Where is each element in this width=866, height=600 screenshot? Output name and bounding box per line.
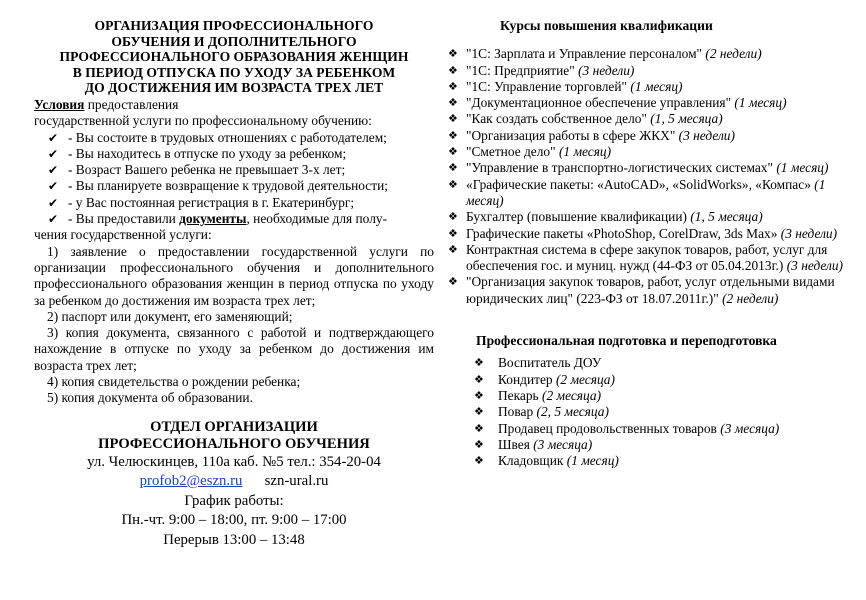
department-title: ПРОФЕССИОНАЛЬНОГО ОБУЧЕНИЯ [98,435,370,452]
item-duration: (2 месяца) [542,387,602,403]
course-item [448,209,844,225]
item-duration: (2 месяца) [555,371,615,387]
page-title [34,18,434,96]
item-name: "Управление в транспортно-логистических системах" [466,160,773,176]
item-duration: (3 недели) [780,225,838,241]
schedule-title: График работы: [184,492,284,509]
item-duration: (3 месяца) [720,420,780,436]
diamond-bullet-icon: ❖ [474,455,484,468]
department-title: ОТДЕЛ ОРГАНИЗАЦИИ [150,418,318,435]
item-duration: (3 месяца) [533,436,593,452]
documents-word: документы [179,211,247,227]
list-item [34,146,434,162]
department-contacts [34,419,434,551]
diamond-bullet-icon: ❖ [448,227,458,240]
break-text: Перерыв 13:00 – 13:48 [163,531,305,548]
item-name: "1С: Управление торговлей" [466,78,627,94]
professional-training-list [448,355,844,469]
diamond-bullet-icon: ❖ [448,129,458,142]
item-name: Графические пакеты «PhotoShop, CorelDraw, 3ds Max» [466,225,778,241]
item-name: Бухгалтер (повышение квалификации) [466,209,687,225]
profession-item [448,372,844,388]
list-item [34,130,434,146]
item-duration: (1 месяц) [466,176,826,208]
diamond-bullet-icon: ❖ [448,162,458,175]
list-item-text: - Вы находитесь в отпуске по уходу за ребенком; [68,145,347,161]
right-column [448,18,844,469]
course-item [448,95,844,111]
conditions-text: государственной услуги по профессиональному обучению: [34,113,372,129]
course-item [448,128,844,144]
course-item [448,160,844,176]
profession-item [448,437,844,453]
diamond-bullet-icon: ❖ [448,97,458,110]
list-item [34,162,434,178]
item-name: Швея [498,436,530,452]
checkmark-icon: ✔ [48,146,59,161]
item-duration: (1, 5 месяца) [690,209,763,225]
conditions-text: предоставления [84,96,179,112]
item-name: Продавец продовольственных товаров [498,420,717,436]
diamond-bullet-icon: ❖ [448,211,458,224]
contact-links [34,472,434,492]
item-name: "Организация закупок товаров, работ, услуг отдельными видами юридических лиц" (223-ФЗ от 18.07.2011г.)" [466,274,835,306]
course-item [448,79,844,95]
course-item [448,226,844,242]
item-name: "Сметное дело" [466,144,556,160]
item-name: "Как создать собственное дело" [466,111,647,127]
item-name: "Организация работы в сфере ЖКХ" [466,127,676,143]
list-item-text: - Вы планируете возвращение к трудовой деятельности; [68,178,388,194]
diamond-bullet-icon: ❖ [474,357,484,370]
item-name: Пекарь [498,387,539,403]
profession-item [448,404,844,420]
item-name: "Документационное обеспечение управления" [466,95,732,111]
item-name: Контрактная система в сфере закупок товаров, работ, услуг для обеспечения гос. и муниц. нужд (44-ФЗ от 05.04.2013г.) [466,241,828,274]
email-link[interactable]: profob2@eszn.ru [139,473,243,490]
diamond-bullet-icon: ❖ [448,64,458,77]
diamond-bullet-icon: ❖ [448,276,458,289]
title-line: ПРОФЕССИОНАЛЬНОГО ОБРАЗОВАНИЯ ЖЕНЩИН [59,49,409,65]
item-duration: (2, 5 месяца) [536,404,609,420]
document-item: 3) копия документа, связанного с работой и подтверждающего нахождение в отпуске по уходу за ребенком до достижения им возраста трех лет; [34,325,434,373]
courses-title: Курсы повышения квалификации [500,18,713,33]
course-item [448,274,844,307]
item-duration: (2 недели) [705,46,762,62]
document-item: 5) копия документа об образовании. [47,390,253,406]
document-item: 4) копия свидетельства о рождении ребенка; [47,374,301,390]
item-name: "1С: Предприятие" [466,62,575,78]
document-item: 1) заявление о предоставлении государственной услуги по организации профессионального обучения и дополнительного профессионального образования женщин в период отпуска по уходу за ребенком до достижения им возраста трех лет; [34,243,434,308]
list-item [34,195,434,211]
title-line: ОБУЧЕНИЯ И ДОПОЛНИТЕЛЬНОГО [111,33,357,49]
list-item-text: - Возраст Вашего ребенка не превышает 3-х лет; [68,162,346,178]
item-duration: (1 месяц) [558,144,612,160]
item-duration: (1 месяц) [734,95,787,111]
professional-training-title: Профессиональная подготовка и переподготовка [476,333,777,349]
list-item [34,211,434,227]
course-item [448,144,844,160]
document-item: 2) паспорт или документ, его заменяющий; [47,308,293,324]
diamond-bullet-icon: ❖ [448,113,458,126]
profession-item [448,355,844,371]
title-line: ОРГАНИЗАЦИЯ ПРОФЕССИОНАЛЬНОГО [94,18,374,33]
item-duration: (3 недели) [678,127,735,143]
profession-item [448,421,844,437]
schedule-text: Пн.-чт. 9:00 – 18:00, пт. 9:00 – 17:00 [121,512,347,529]
item-name: Воспитатель ДОУ [498,355,602,371]
diamond-bullet-icon: ❖ [474,373,484,386]
checkmark-icon: ✔ [48,163,59,178]
title-line: ДО ДОСТИЖЕНИЯ ИМ ВОЗРАСТА ТРЕХ ЛЕТ [84,80,384,96]
documents-continuation: чения государственной услуги: [34,227,212,243]
conditions-word: Условия [34,96,85,112]
diamond-bullet-icon: ❖ [474,406,484,419]
checkmark-icon: ✔ [48,195,59,210]
item-duration: (2 недели) [722,290,779,306]
item-name: "1С: Зарплата и Управление персоналом" [466,46,703,62]
diamond-bullet-icon: ❖ [448,48,458,61]
diamond-bullet-icon: ❖ [448,243,458,256]
course-item [448,177,844,210]
checkmark-icon: ✔ [48,212,59,227]
list-item [34,178,434,194]
course-item [448,46,844,62]
item-name: Повар [498,404,534,420]
diamond-bullet-icon: ❖ [474,389,484,402]
profession-item [448,453,844,469]
left-column [34,18,434,550]
website-text: szn-ural.ru [264,473,329,490]
list-item-text: , необходимые для полу- [246,211,388,227]
course-item [448,242,844,275]
list-item-text: - у Вас постоянная регистрация в г. Екатеринбург; [68,194,355,210]
item-duration: (1 месяц) [566,453,619,469]
diamond-bullet-icon: ❖ [474,438,484,451]
item-duration: (3 недели) [786,258,844,274]
course-item [448,63,844,79]
item-duration: (1, 5 месяца) [650,111,723,127]
documents-list [34,244,434,407]
item-name: Кладовщик [498,453,564,469]
title-line: В ПЕРИОД ОТПУСКА ПО УХОДУ ЗА РЕБЕНКОМ [72,64,396,80]
list-item-text: - Вы предоставили [68,211,180,227]
list-item-text: - Вы состоите в трудовых отношениях с работодателем; [68,129,387,145]
item-duration: (1 месяц) [776,160,829,176]
diamond-bullet-icon: ❖ [448,146,458,159]
address-phone: ул. Челюскинцев, 110а каб. №5 тел.: 354-20-04 [87,453,381,470]
courses-list [448,46,844,307]
item-duration: (3 недели) [578,62,635,78]
item-name: Кондитер [498,371,553,387]
diamond-bullet-icon: ❖ [474,422,484,435]
item-name: «Графические пакеты: «AutoCAD», «SolidWorks», «Компас» [466,176,811,192]
profession-item [448,388,844,404]
conditions-list [34,130,434,228]
item-duration: (1 месяц) [630,78,683,94]
diamond-bullet-icon: ❖ [448,178,458,191]
diamond-bullet-icon: ❖ [448,80,458,93]
checkmark-icon: ✔ [48,130,59,145]
course-item [448,111,844,127]
checkmark-icon: ✔ [48,179,59,194]
conditions-intro [34,97,434,130]
